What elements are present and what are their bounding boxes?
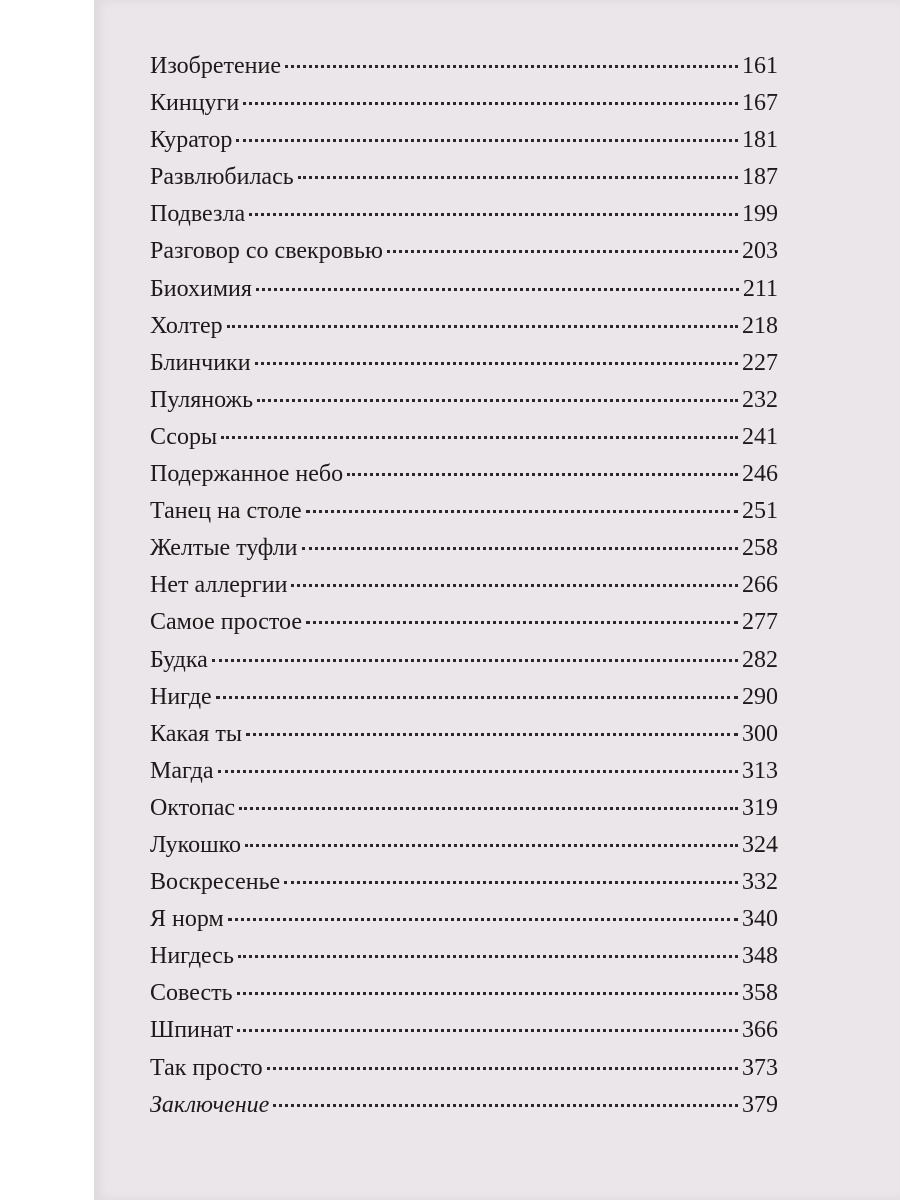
toc-entry-title: Воскресенье — [150, 869, 281, 896]
dot-leader — [298, 175, 738, 179]
toc-entry-title: Ссоры — [150, 423, 218, 450]
dot-leader — [246, 732, 738, 736]
toc-entry-page-number: 277 — [742, 609, 778, 636]
toc-entry-title: Лукошко — [150, 831, 242, 858]
toc-entry — [150, 679, 778, 716]
toc-entry-page-number: 348 — [742, 943, 778, 970]
toc-entry — [150, 233, 778, 270]
toc-entry — [150, 1012, 778, 1049]
dot-leader — [243, 101, 738, 105]
dot-leader — [284, 880, 738, 884]
dot-leader — [216, 695, 738, 699]
toc-entry — [150, 48, 778, 85]
dot-leader — [387, 249, 738, 253]
toc-entry-page-number: 199 — [742, 201, 778, 228]
toc-entry-page-number: 373 — [742, 1054, 778, 1081]
toc-entry — [150, 604, 778, 641]
toc-entry-title: Самое простое — [150, 609, 303, 636]
toc-entry — [150, 196, 778, 233]
dot-leader — [228, 917, 738, 921]
toc-entry-title: Нигде — [150, 683, 212, 710]
toc-entry-page-number: 251 — [742, 498, 778, 525]
table-of-contents — [150, 48, 778, 1124]
toc-entry — [150, 308, 778, 345]
toc-entry — [150, 753, 778, 790]
toc-entry-title: Магда — [150, 757, 214, 784]
toc-entry — [150, 419, 778, 456]
dot-leader — [257, 398, 738, 402]
toc-entry — [150, 975, 778, 1012]
toc-entry-title: Октопас — [150, 794, 235, 821]
dot-leader — [236, 138, 738, 142]
toc-entry — [150, 159, 778, 196]
dot-leader — [347, 472, 738, 476]
toc-entry — [150, 716, 778, 753]
toc-entry-page-number: 324 — [742, 831, 778, 858]
dot-leader — [212, 658, 738, 662]
toc-entry-page-number: 340 — [742, 906, 778, 933]
dot-leader — [237, 991, 738, 995]
toc-entry — [150, 271, 778, 308]
toc-entry-title: Изобретение — [150, 53, 282, 79]
toc-entry-title: Подвезла — [150, 201, 246, 228]
dot-leader — [218, 769, 738, 773]
toc-entry-title: Куратор — [150, 127, 233, 154]
toc-entry-title: Желтые туфли — [150, 535, 298, 562]
toc-entry — [150, 642, 778, 679]
toc-entry-title: Шпинат — [150, 1017, 234, 1044]
toc-entry-title: Подержанное небо — [150, 461, 344, 488]
toc-entry-title: Блинчики — [150, 349, 251, 376]
toc-entry-title: Совесть — [150, 980, 233, 1007]
toc-entry — [150, 938, 778, 975]
toc-entry-page-number: 379 — [742, 1091, 778, 1118]
toc-entry-page-number: 332 — [742, 869, 778, 896]
dot-leader — [237, 1028, 738, 1032]
toc-entry — [150, 530, 778, 567]
toc-entry — [150, 85, 778, 122]
toc-entry-page-number: 313 — [742, 757, 778, 784]
toc-entry-page-number: 358 — [742, 980, 778, 1007]
toc-entry-page-number: 181 — [742, 127, 778, 154]
toc-entry-title: Нигдесь — [150, 943, 234, 970]
toc-entry-page-number: 167 — [742, 90, 778, 117]
toc-entry-title: Холтер — [150, 312, 223, 339]
dot-leader — [273, 1103, 738, 1107]
toc-entry-title: Развлюбилась — [150, 164, 294, 191]
toc-entry-title: Пуляножь — [150, 386, 254, 413]
toc-entry — [150, 493, 778, 530]
toc-entry-page-number: 319 — [742, 794, 778, 821]
dot-leader — [249, 212, 738, 216]
toc-entry-title: Танец на столе — [150, 498, 302, 525]
dot-leader — [285, 64, 738, 68]
toc-entry-page-number: 203 — [742, 238, 778, 265]
toc-entry — [150, 345, 778, 382]
toc-entry-title: Нет аллергии — [150, 572, 288, 599]
dot-leader — [245, 843, 738, 847]
toc-entry-page-number: 246 — [742, 461, 778, 488]
toc-entry-title: Будка — [150, 646, 208, 673]
toc-entry-title: Кинцуги — [150, 90, 240, 117]
toc-entry-page-number: 290 — [742, 683, 778, 710]
dot-leader — [306, 509, 738, 513]
toc-entry-page-number: 232 — [742, 386, 778, 413]
dot-leader — [267, 1066, 738, 1070]
toc-entry-page-number: 241 — [742, 423, 778, 450]
toc-entry-page-number: 366 — [742, 1017, 778, 1044]
toc-entry — [150, 122, 778, 159]
toc-entry-title: Так просто — [150, 1054, 263, 1081]
dot-leader — [227, 324, 738, 328]
toc-entry-title: Я норм — [150, 906, 224, 933]
dot-leader — [239, 806, 738, 810]
dot-leader — [306, 620, 738, 624]
toc-entry-page-number: 161 — [742, 53, 778, 79]
toc-entry-title: Какая ты — [150, 720, 242, 747]
toc-entry — [150, 1050, 778, 1087]
dot-leader — [221, 435, 738, 439]
dot-leader — [256, 287, 739, 291]
toc-entry-page-number: 282 — [742, 646, 778, 673]
toc-entry — [150, 456, 778, 493]
toc-entry — [150, 567, 778, 604]
toc-entry — [150, 864, 778, 901]
toc-entry — [150, 901, 778, 938]
toc-entry — [150, 1087, 778, 1124]
toc-entry-page-number: 258 — [742, 535, 778, 562]
dot-leader — [302, 546, 738, 550]
toc-entry — [150, 382, 778, 419]
toc-entry-title: Биохимия — [150, 275, 252, 302]
dot-leader — [255, 361, 738, 365]
toc-entry-page-number: 187 — [742, 164, 778, 191]
toc-entry-title: Разговор со свекровью — [150, 238, 383, 265]
toc-entry-page-number: 227 — [742, 349, 778, 376]
toc-entry-page-number: 218 — [742, 312, 778, 339]
toc-entry — [150, 790, 778, 827]
toc-entry-page-number: 211 — [742, 275, 778, 302]
toc-entry — [150, 827, 778, 864]
dot-leader — [291, 583, 738, 587]
dot-leader — [238, 954, 738, 958]
toc-entry-title: Заключение — [150, 1091, 270, 1118]
toc-entry-page-number: 300 — [742, 720, 778, 747]
toc-entry-page-number: 266 — [742, 572, 778, 599]
